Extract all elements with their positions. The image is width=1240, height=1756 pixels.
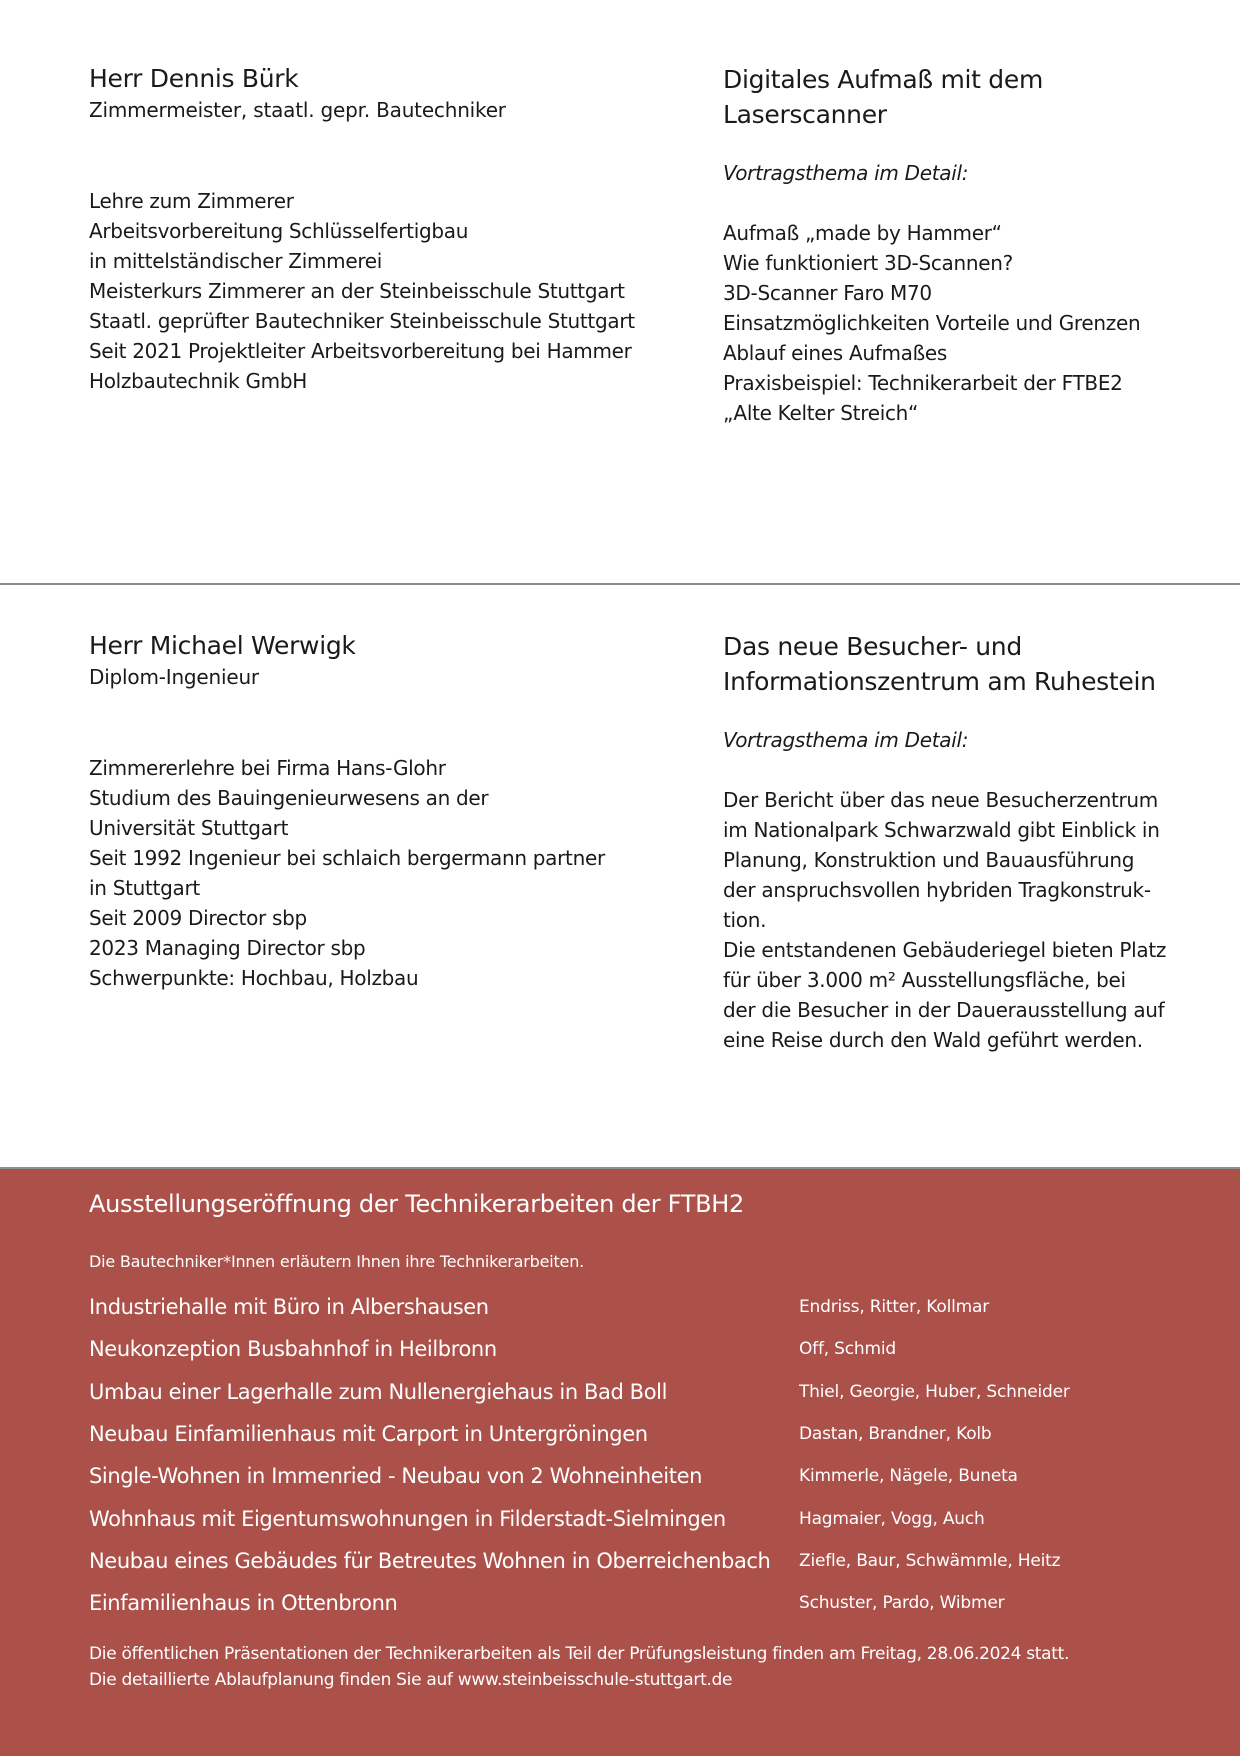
cv-line: Arbeitsvorbereitung Schlüsselfertigbau	[89, 219, 469, 243]
project-row	[89, 1371, 1189, 1413]
talk-topic	[723, 629, 1193, 1055]
project-authors: Kimmerle, Nägele, Buneta	[799, 1466, 1018, 1487]
project-title: Neubau Einfamilienhaus mit Carport in Untergröningen	[89, 1422, 648, 1447]
exhibition-intro: Die Bautechniker*Innen erläutern Ihnen ihre Technikerarbeiten.	[89, 1252, 585, 1271]
cv-line: Universität Stuttgart	[89, 816, 289, 840]
topic-line: „Alte Kelter Streich“	[723, 401, 919, 425]
cv-line: Meisterkurs Zimmerer an der Steinbeisschule Stuttgart	[89, 279, 625, 303]
project-row	[89, 1328, 1189, 1370]
cv-line: Seit 2021 Projektleiter Arbeitsvorbereitung bei Hammer	[89, 339, 632, 363]
project-row	[89, 1582, 1189, 1624]
project-row	[89, 1540, 1189, 1582]
cv-line: Lehre zum Zimmerer	[89, 189, 294, 213]
topic-line: der die Besucher in der Dauerausstellung auf	[723, 998, 1165, 1022]
section-divider	[0, 583, 1240, 585]
topic-line: Aufmaß „made by Hammer“	[723, 221, 1002, 245]
project-row	[89, 1455, 1189, 1497]
topic-title	[723, 62, 1193, 132]
cv-line: Holzbautechnik GmbH	[89, 369, 307, 393]
cv-line: in Stuttgart	[89, 876, 200, 900]
topic-line: Wie funktioniert 3D-Scannen?	[723, 251, 1013, 275]
footer-line: Die öffentlichen Präsentationen der Technikerarbeiten als Teil der Prüfungsleistung finden am Freitag, 28.06.2024 statt.	[89, 1644, 1070, 1664]
cv-line: Studium des Bauingenieurwesens an der	[89, 786, 489, 810]
project-row	[89, 1497, 1189, 1539]
topic-line: der anspruchsvollen hybriden Tragkonstruk-	[723, 878, 1151, 902]
project-title: Industriehalle mit Büro in Albershausen	[89, 1295, 489, 1320]
project-row	[89, 1286, 1189, 1328]
topic-subtitle: Vortragsthema im Detail:	[723, 728, 969, 752]
cv-line: Schwerpunkte: Hochbau, Holzbau	[89, 966, 419, 990]
cv-line: Seit 2009 Director sbp	[89, 906, 307, 930]
topic-subtitle: Vortragsthema im Detail:	[723, 161, 969, 185]
speaker-name: Herr Michael Werwigk	[89, 631, 356, 660]
speaker-info	[89, 62, 689, 396]
project-row	[89, 1413, 1189, 1455]
cv-line: Staatl. geprüfter Bautechniker Steinbeisschule Stuttgart	[89, 309, 635, 333]
topic-line: Einsatzmöglichkeiten Vorteile und Grenzen	[723, 311, 1141, 335]
topic-title-line: Das neue Besucher- und	[723, 632, 1022, 661]
speaker-cv	[89, 753, 689, 993]
project-title: Einfamilienhaus in Ottenbronn	[89, 1591, 398, 1616]
speaker-info	[89, 629, 689, 993]
cv-line: Seit 1992 Ingenieur bei schlaich bergermann partner	[89, 846, 605, 870]
topic-title-line: Informationszentrum am Ruhestein	[723, 667, 1156, 696]
speaker-name: Herr Dennis Bürk	[89, 64, 299, 93]
project-title: Neukonzeption Busbahnhof in Heilbronn	[89, 1337, 497, 1362]
exhibition-footer	[89, 1641, 1069, 1693]
topic-line: Ablauf eines Aufmaßes	[723, 341, 948, 365]
cv-line: in mittelständischer Zimmerei	[89, 249, 383, 273]
talk-topic	[723, 62, 1193, 428]
topic-line: für über 3.000 m² Ausstellungsfläche, bei	[723, 968, 1126, 992]
project-authors: Ziefle, Baur, Schwämmle, Heitz	[799, 1550, 1061, 1571]
topic-title-line: Laserscanner	[723, 100, 887, 129]
cv-line: 2023 Managing Director sbp	[89, 936, 366, 960]
speaker-cv	[89, 186, 689, 396]
project-authors: Dastan, Brandner, Kolb	[799, 1424, 992, 1445]
speaker-role: Diplom-Ingenieur	[89, 665, 259, 689]
topic-line: Der Bericht über das neue Besucherzentrum	[723, 788, 1158, 812]
footer-line-website: Die detaillierte Ablaufplanung finden Sie auf www.steinbeisschule-stuttgart.de	[89, 1670, 733, 1690]
topic-title-line: Digitales Aufmaß mit dem	[723, 65, 1043, 94]
project-title: Neubau eines Gebäudes für Betreutes Wohnen in Oberreichenbach	[89, 1548, 771, 1573]
topic-details	[723, 218, 1193, 428]
topic-line: Praxisbeispiel: Technikerarbeit der FTBE2	[723, 371, 1123, 395]
project-authors: Endriss, Ritter, Kollmar	[799, 1297, 989, 1318]
project-authors: Thiel, Georgie, Huber, Schneider	[799, 1381, 1070, 1402]
topic-line: Planung, Konstruktion und Bauausführung	[723, 848, 1135, 872]
project-title: Umbau einer Lagerhalle zum Nullenergiehaus in Bad Boll	[89, 1379, 668, 1404]
topic-details	[723, 785, 1193, 1055]
project-title: Wohnhaus mit Eigentumswohnungen in Filderstadt-Sielmingen	[89, 1506, 726, 1531]
topic-line: eine Reise durch den Wald geführt werden.	[723, 1028, 1143, 1052]
project-title: Single-Wohnen in Immenried - Neubau von 2 Wohneinheiten	[89, 1464, 703, 1489]
project-authors: Off, Schmid	[799, 1339, 896, 1360]
exhibition-band	[0, 1167, 1240, 1756]
project-authors: Hagmaier, Vogg, Auch	[799, 1508, 985, 1529]
topic-line: im Nationalpark Schwarzwald gibt Einblick in	[723, 818, 1160, 842]
topic-line: 3D-Scanner Faro M70	[723, 281, 932, 305]
topic-line: tion.	[723, 908, 767, 932]
cv-line: Zimmererlehre bei Firma Hans-Glohr	[89, 756, 446, 780]
topic-line: Die entstandenen Gebäuderiegel bieten Platz	[723, 938, 1167, 962]
topic-title	[723, 629, 1193, 699]
speaker-role: Zimmermeister, staatl. gepr. Bautechniker	[89, 98, 506, 122]
project-list	[89, 1286, 1189, 1624]
exhibition-title: Ausstellungseröffnung der Technikerarbeiten der FTBH2	[89, 1190, 744, 1218]
project-authors: Schuster, Pardo, Wibmer	[799, 1593, 1005, 1614]
